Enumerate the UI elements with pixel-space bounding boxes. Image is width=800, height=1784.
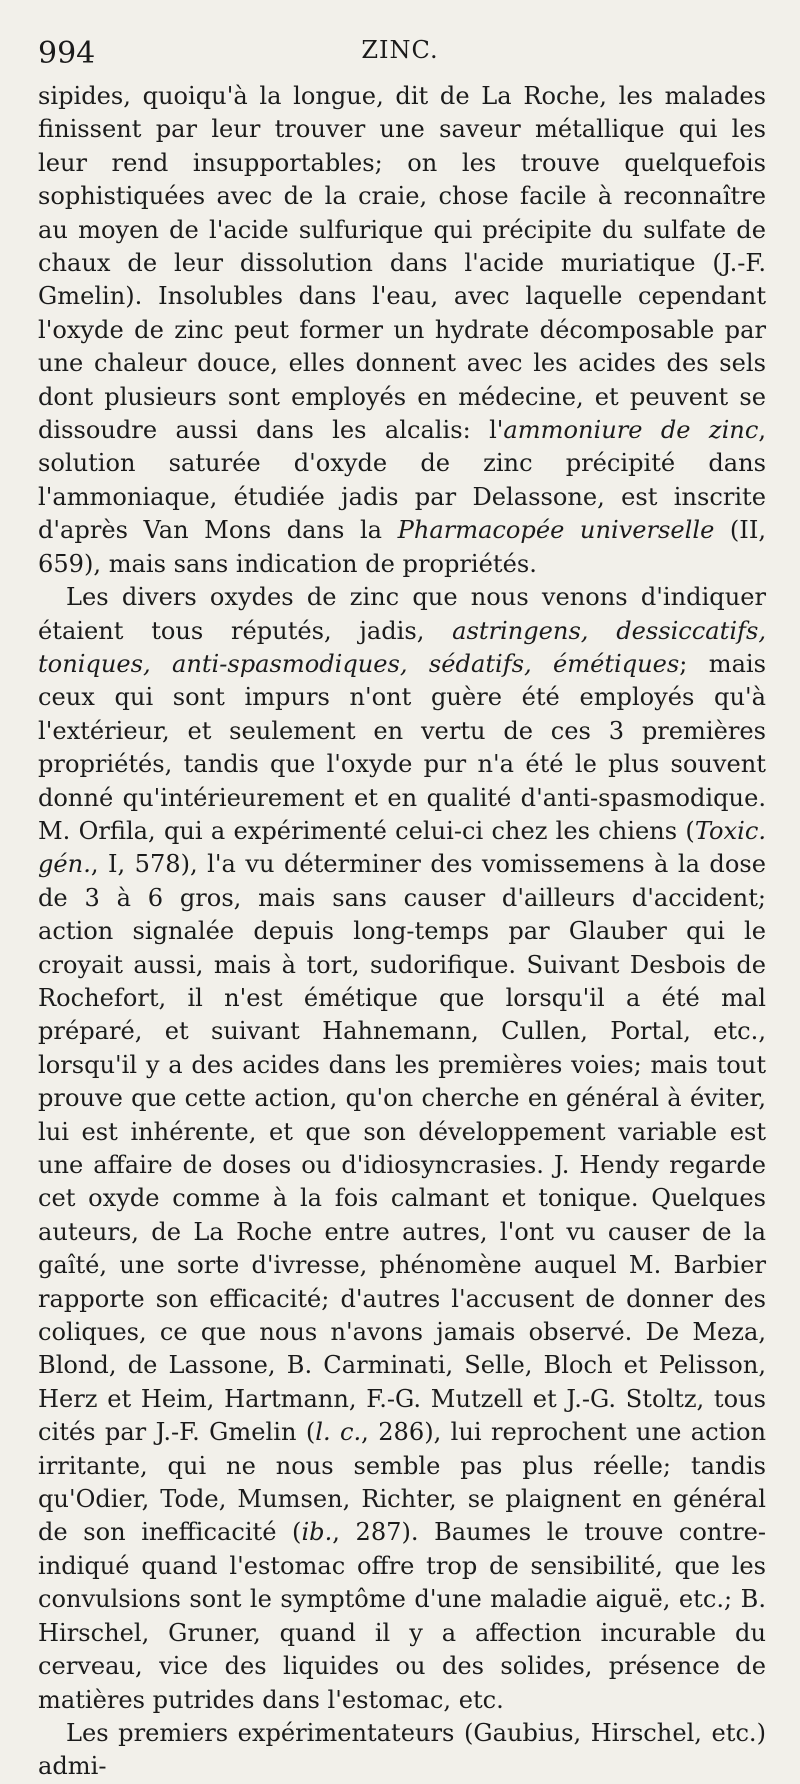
- italic-citation: Toxic. gén.: [38, 816, 766, 879]
- italic-term: ammoniure de zinc: [503, 416, 759, 445]
- paragraph-1: [38, 80, 766, 581]
- running-title: ZINC.: [361, 36, 439, 64]
- paragraph-3: [38, 1717, 766, 1784]
- text-run: (II, 659), mais sans indication de propriétés.: [38, 516, 767, 578]
- page-header: [38, 32, 762, 72]
- text-run: Les premiers expérimentateurs (Gaubius, Hirschel, etc.) admi-: [38, 1718, 766, 1781]
- text-run: , 287). Baumes le trouve contre-indiqué quand l'estomac offre trop de sensibilité, que les convulsions sont le symptôme d'une maladie aiguë, etc.; B. Hirschel, Gruner, quand il y a affection incurable du cerveau, vice des liquides ou des solides, présence de matières putrides dans l'estomac, etc.: [38, 1518, 767, 1714]
- italic-terms: astringens, dessiccatifs, toniques, anti-spasmodiques, sédatifs, émétiques: [38, 616, 766, 678]
- text-run: , 286), lui reprochent une action irritante, qui ne nous semble pas plus réelle; tandis qu'Odier, Tode, Mumsen, Richter, se plaignent en général de son inefficacité (: [38, 1418, 766, 1547]
- page-number: 994: [38, 36, 96, 71]
- body-text: [38, 80, 766, 1784]
- text-run: sipides, quoiqu'à la longue, dit de La Roche, les malades finissent par leur trouver une saveur métallique qui les leur rend insupportables; on les trouve quelquefois sophistiquées avec de la craie, chose facile à reconnaître au moyen de l'acide sulfurique qui précipite du sulfate de chaux de leur dissolution dans l'acide muriatique (J.-F. Gmelin). Insolubles dans l'eau, avec laquelle cependant l'oxyde de zinc peut former un hydrate décomposable par une chaleur douce, elles donnent avec les acides des sels dont plusieurs sont employés en médecine, et peuvent se dissoudre aussi dans les alcalis: l': [38, 82, 766, 445]
- italic-citation: ib.: [301, 1518, 333, 1547]
- text-run: ; mais ceux qui sont impurs n'ont guère été employés qu'à l'extérieur, et seulement en vertu de ces 3 premières propriétés, tandis que l'oxyde pur n'a été le plus souvent donné qu'intérieurement et en qualité d'anti-spasmodique. M. Orfila, qui a expérimenté celui-ci chez les chiens (: [38, 649, 766, 845]
- text-run: Les divers oxydes de zinc que nous venons d'indiquer étaient tous réputés, jadis,: [38, 583, 766, 645]
- text-run: , solution saturée d'oxyde de zinc précipité dans l'ammoniaque, étudiée jadis par Delassone, est inscrite d'après Van Mons dans la: [38, 416, 766, 545]
- italic-title: Pharmacopée universelle: [397, 516, 715, 545]
- text-run: , I, 578), l'a vu déterminer des vomissemens à la dose de 3 à 6 gros, mais sans causer d'ailleurs d'accident; action signalée depuis long-temps par Glauber qui le croyait aussi, mais à tort, sudorifique. Suivant Desbois de Rochefort, il n'est émétique que lorsqu'il a été mal préparé, et suivant Hahnemann, Cullen, Portal, etc., lorsqu'il y a des acides dans les premières voies; mais tout prouve que cette action, qu'on cherche en général à éviter, lui est inhérente, et que son développement variable est une affaire de doses ou d'idiosyncrasies. J. Hendy regarde cet oxyde comme à la fois calmant et tonique. Quelques auteurs, de La Roche entre autres, l'ont vu causer de la gaîté, une sorte d'ivresse, phénomène auquel M. Barbier rapporte son efficacité; d'autres l'accusent de donner des coliques, ce que nous n'avons jamais observé. De Meza, Blond, de Lassone, B. Carminati, Selle, Bloch et Pelisson, Herz et Heim, Hartmann, F.-G. Mutzell et J.-G. Stoltz, tous cités par J.-F. Gmelin (: [38, 850, 766, 1447]
- italic-citation: l. c.: [315, 1418, 362, 1447]
- paragraph-2: [38, 581, 766, 1717]
